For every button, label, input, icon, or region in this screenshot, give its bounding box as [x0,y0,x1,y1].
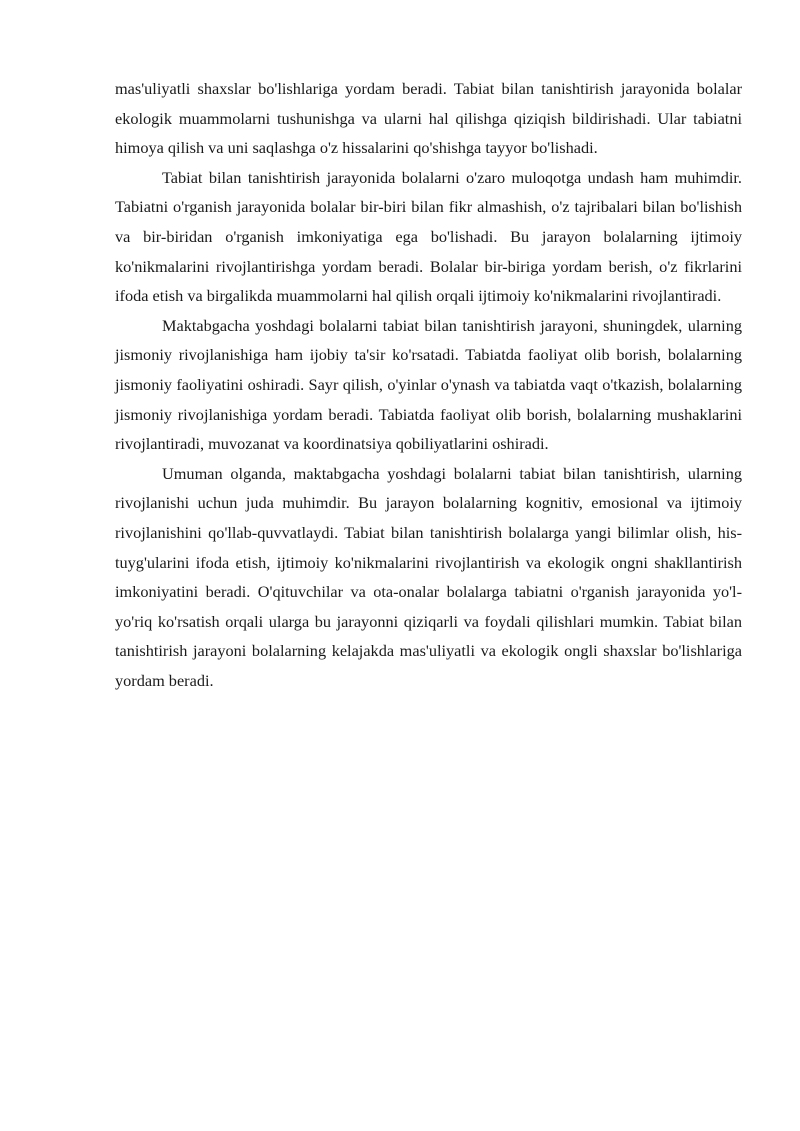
paragraph-social-skills: Tabiat bilan tanishtirish jarayonida bolalarni o'zaro muloqotga undash ham muhimdir. Tabiatni o'rganish jarayonida bolalar bir-biri bilan fikr almashish, o'z tajribalari bilan bo'lishish va bir-biridan o'rganish imkoniyatiga ega bo'lishadi. Bu jarayon bolalarning ijtimoiy ko'nikmalarini rivojlantirishga yordam beradi. Bolalar bir-biriga yordam berish, o'z fikrlarini ifoda etish va birgalikda muammolarni hal qilish orqali ijtimoiy ko'nikmalarini rivojlantiradi. [115,167,742,306]
paragraph-continuation: mas'uliyatli shaxslar bo'lishlariga yordam beradi. Tabiat bilan tanishtirish jarayonida bolalar ekologik muammolarni tushunishga va ularni hal qilishga qiziqish bildirishadi. Ular tabiatni himoya qilish va uni saqlashga o'z hissalarini qo'shishga tayyor bo'lishadi. [115,79,742,158]
paragraph-conclusion: Umuman olganda, maktabgacha yoshdagi bolalarni tabiat bilan tanishtirish, ularning rivojlanishi uchun juda muhimdir. Bu jarayon bolalarning kognitiv, emosional va ijtimoiy rivojlanishini qo'llab-quvvatlaydi. Tabiat bilan tanishtirish bolalarga yangi bilimlar olish, his-tuyg'ularini ifoda etish, ijtimoiy ko'nikmalarini rivojlantirish va ekologik ongni shakllantirish imkoniyatini beradi. O'qituvchilar va ota-onalar bolalarga tabiatni o'rganish jarayonida yo'l-yo'riq ko'rsatish orqali ularga bu jarayonni qiziqarli va foydali qilishlari mumkin. Tabiat bilan tanishtirish jarayoni bolalarning kelajakda mas'uliyatli va ekologik ongli shaxslar bo'lishlariga yordam beradi. [115,463,742,690]
document-body [115,74,742,695]
paragraph-physical-development: Maktabgacha yoshdagi bolalarni tabiat bilan tanishtirish jarayoni, shuningdek, ularning jismoniy rivojlanishiga ham ijobiy ta'sir ko'rsatadi. Tabiatda faoliyat olib borish, bolalarning jismoniy faoliyatini oshiradi. Sayr qilish, o'yinlar o'ynash va tabiatda vaqt o'tkazish, bolalarning jismoniy rivojlanishiga yordam beradi. Tabiatda faoliyat olib borish, bolalarning mushaklarini rivojlantiradi, muvozanat va koordinatsiya qobiliyatlarini oshiradi. [115,315,742,454]
